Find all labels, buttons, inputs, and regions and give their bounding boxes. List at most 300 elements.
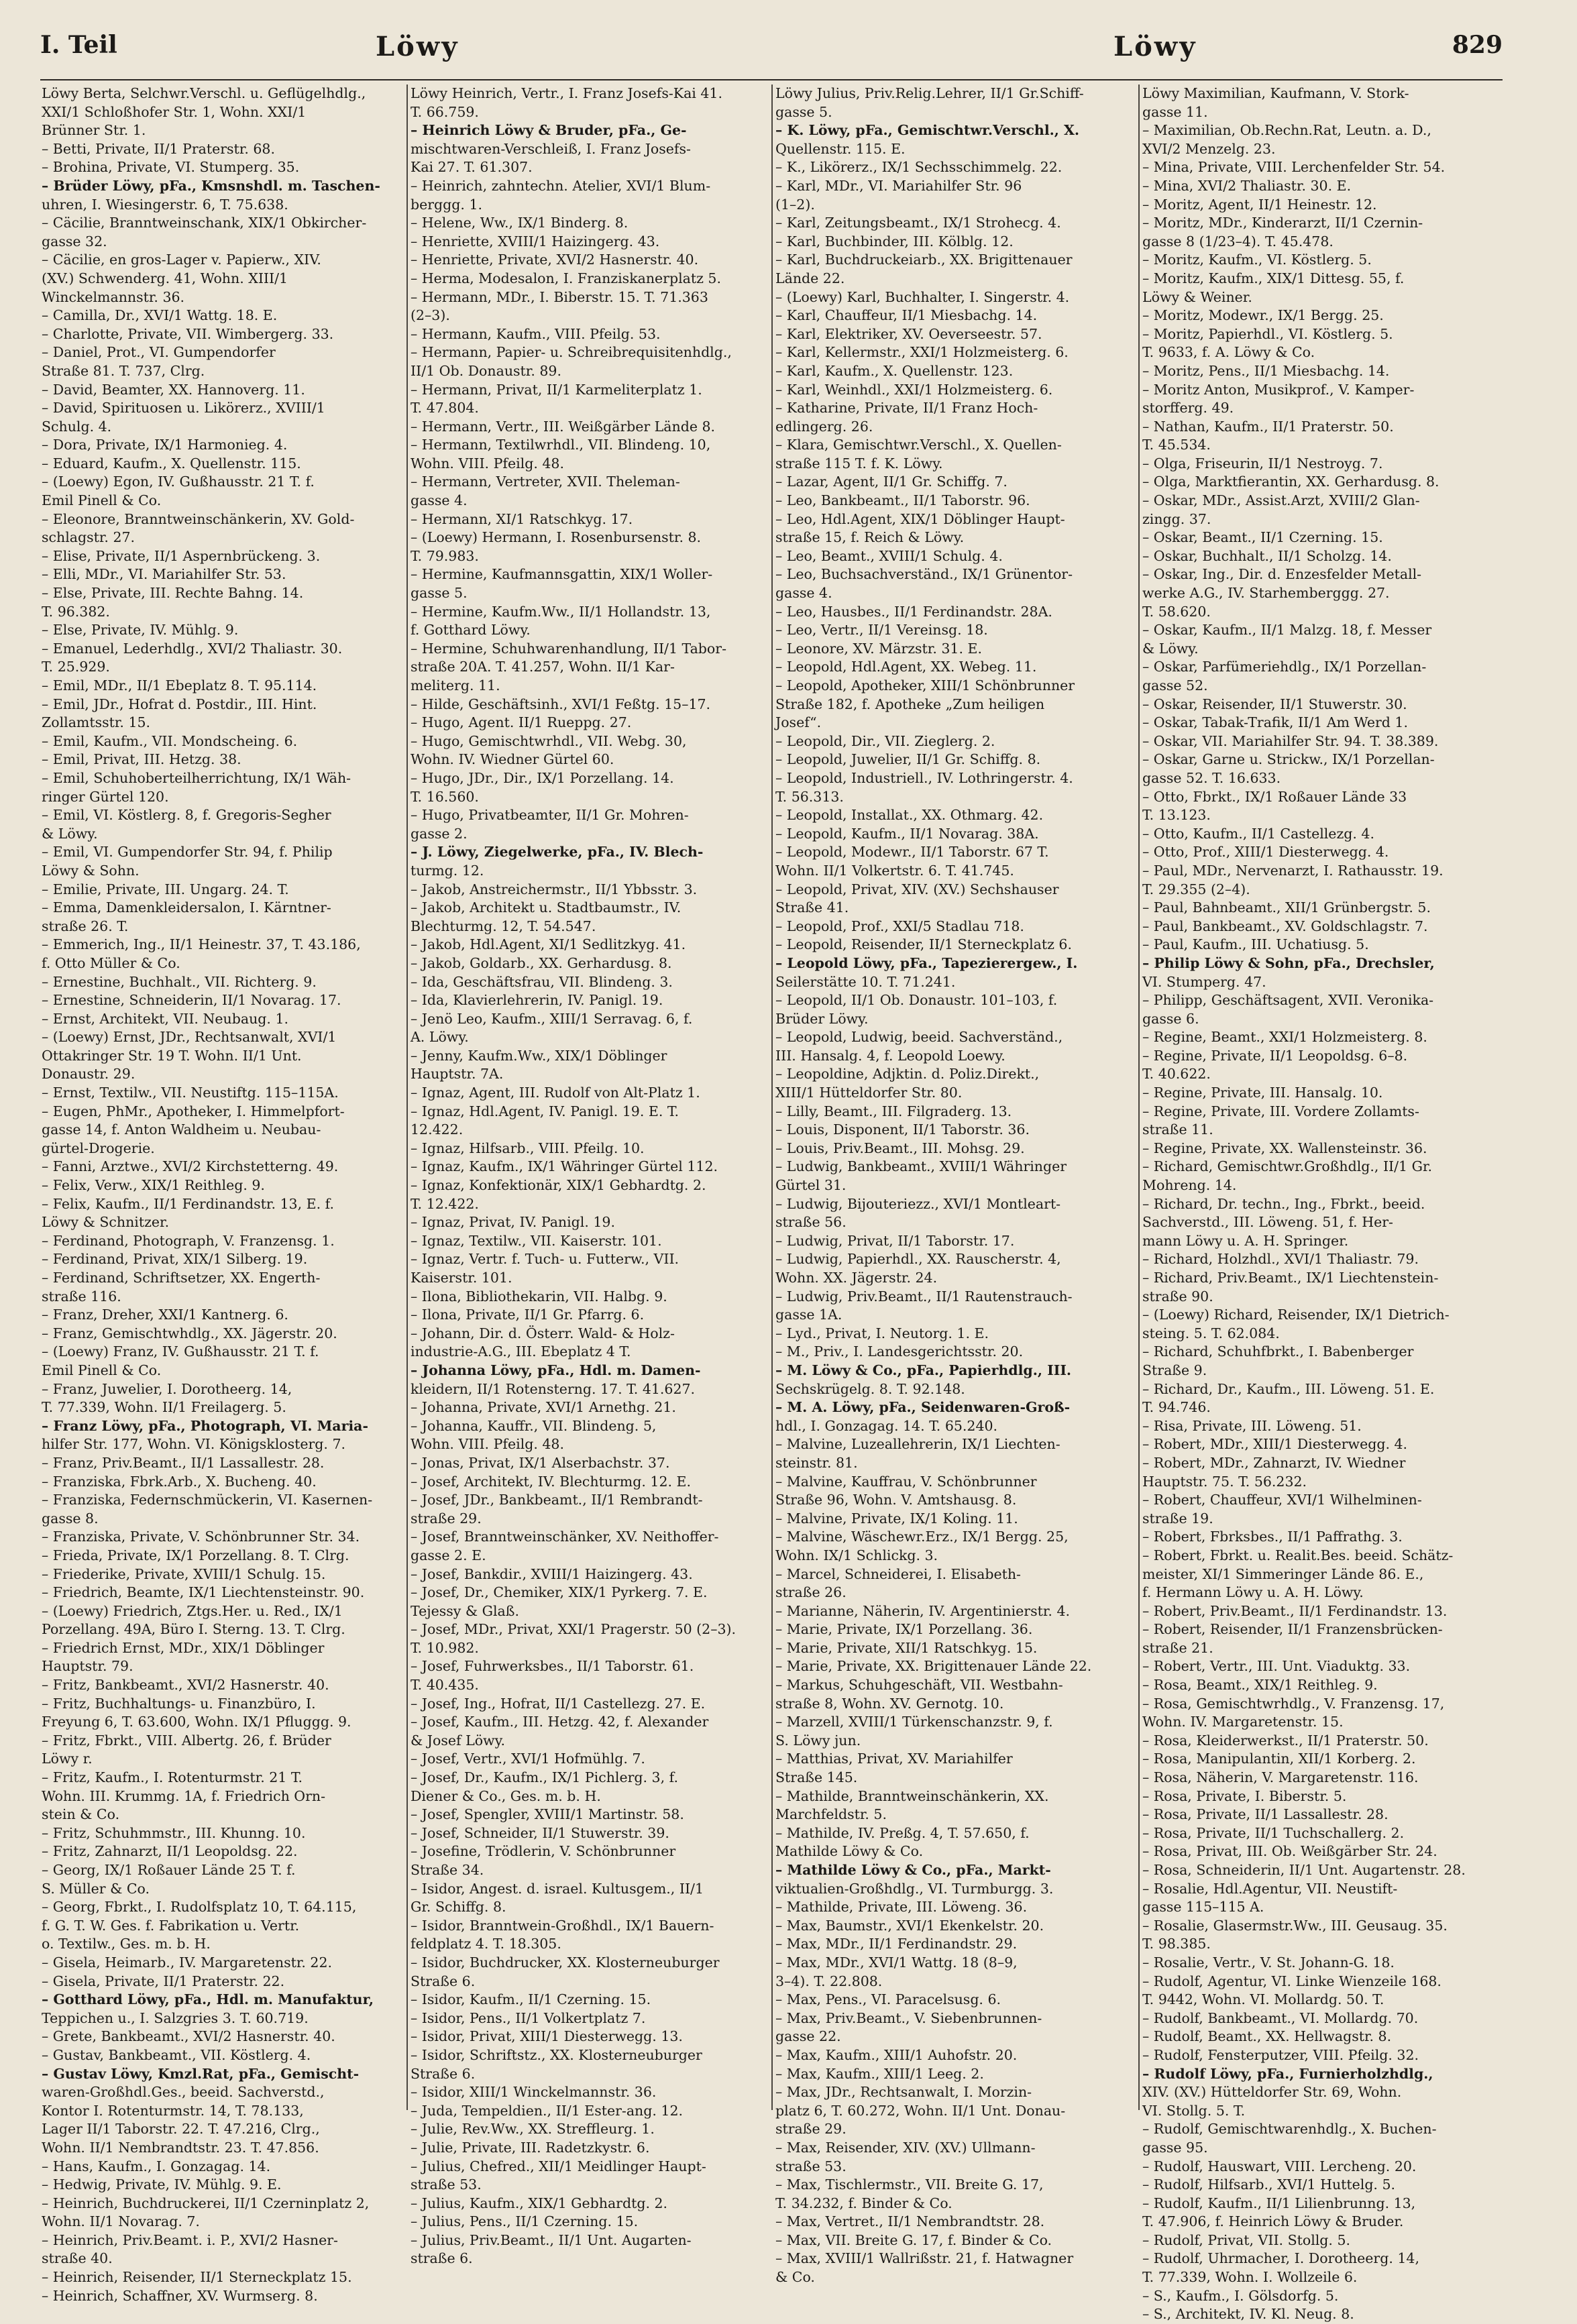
entry-line: – Rudolf, Agentur, VI. Linke Wienzeile 168. [1142, 1973, 1442, 1989]
entry-line: straße 19. [1142, 1510, 1213, 1527]
entry-line: – Else, Private, III. Rechte Bahng. 14. [42, 585, 304, 602]
entry-line: T. 58.620. [1142, 603, 1211, 620]
entry-line: – Rosa, Private, II/1 Lassallestr. 28. [1142, 1806, 1389, 1823]
entry-line: – Marie, Private, XII/1 Ratschkyg. 15. [775, 1639, 1038, 1656]
entry-line: Wohn. III. Krummg. 1A, f. Friedrich Orn- [42, 1787, 326, 1804]
entry-line: – Friedrich Ernst, MDr., XIX/1 Döblinger [42, 1639, 325, 1656]
entry-line: – Charlotte, Private, VII. Wimbergerg. 33. [42, 325, 334, 342]
entry-line: – (Loewy) Hermann, I. Rosenbursenstr. 8. [411, 529, 702, 546]
entry-line: Diener & Co., Ges. m. b. H. [411, 1787, 601, 1804]
entry-line: Marchfeldstr. 5. [775, 1806, 887, 1823]
entry-line: Wohn. IX/1 Schlickg. 3. [775, 1547, 938, 1563]
entry-line: – Hans, Kaufm., I. Gonzagag. 14. [42, 2158, 271, 2174]
entry-line: – Oskar, Garne u. Strickw., IX/1 Porzellan- [1142, 751, 1435, 768]
entry-line: – Fanni, Arztwe., XVI/2 Kirchstetterng. 49. [42, 1158, 339, 1175]
entry-line: – Jenö Leo, Kaufm., XIII/1 Serravag. 6, f. [411, 1010, 693, 1027]
entry-line: – Ida, Geschäftsfrau, VII. Blindeng. 3. [411, 973, 673, 990]
entry-line: straße 6. [411, 2250, 473, 2267]
entry-line: – Heinrich Löwy & Bruder, pFa., Ge- [411, 122, 687, 139]
column-divider [771, 85, 773, 2110]
entry-line: Zollamtsstr. 15. [42, 714, 151, 731]
entry-line: T. 40.435. [411, 1677, 479, 1694]
entry-line: meliterg. 11. [411, 677, 500, 694]
entry-line: industrie-A.G., III. Ebeplatz 4 T. [411, 1343, 631, 1360]
entry-line: – Isidor, XIII/1 Winckelmannstr. 36. [411, 2084, 657, 2101]
entry-line: hilfer Str. 177, Wohn. VI. Königsklosterg. 7. [42, 1436, 346, 1453]
entry-line: – Oskar, Kaufm., II/1 Malzg. 18, f. Messer [1142, 622, 1432, 639]
entry-line: Blechturmg. 12, T. 54.547. [411, 918, 596, 934]
entry-line: – Emilie, Private, III. Ungarg. 24. T. [42, 881, 289, 897]
entry-line: – Fritz, Kaufm., I. Rotenturmstr. 21 T. [42, 1769, 303, 1786]
entry-line: Straße 6. [411, 2065, 476, 2082]
entry-line: – Karl, MDr., VI. Mariahilfer Str. 96 [775, 177, 1022, 194]
entry-line: – Johanna, Kauffr., VII. Blindeng. 5, [411, 1417, 657, 1434]
entry-line: – Max, MDr., II/1 Ferdinandstr. 29. [775, 1936, 1018, 1952]
entry-line: – Rudolf, Beamt., XX. Hellwagstr. 8. [1142, 2028, 1392, 2045]
entry-line: T. 45.534. [1142, 437, 1211, 453]
entry-line: Löwy Heinrich, Vertr., I. Franz Josefs-Kai 41. [411, 85, 722, 101]
entry-line: – Josefine, Trödlerin, V. Schönbrunner [411, 1843, 676, 1860]
entry-line: – Gustav Löwy, Kmzl.Rat, pFa., Gemischt- [42, 2065, 360, 2082]
entry-line: – Leo, Beamt., XVIII/1 Schulg. 4. [775, 547, 1003, 564]
entry-line: mischtwaren-Verschleiß, I. Franz Josefs- [411, 140, 691, 157]
entry-line: – (Loewy) Richard, Reisender, IX/1 Dietrich- [1142, 1307, 1450, 1323]
entry-line: gasse 22. [775, 2028, 841, 2045]
entry-line: Wohn. II/1 Novarag. 7. [42, 2213, 200, 2230]
entry-line: werke A.G., IV. Starhemberggg. 27. [1142, 585, 1390, 602]
entry-line: – Oskar, Ing., Dir. d. Enzesfelder Metall- [1142, 566, 1422, 583]
entry-line: & Löwy. [1142, 640, 1199, 657]
entry-line: – Daniel, Prot., VI. Gumpendorfer [42, 344, 276, 361]
entry-line: – Ilona, Private, II/1 Gr. Pfarrg. 6. [411, 1307, 645, 1323]
entry-line: – Franz, Dreher, XXI/1 Kantnerg. 6. [42, 1307, 288, 1323]
entry-line: – Nathan, Kaufm., II/1 Praterstr. 50. [1142, 418, 1394, 435]
entry-line: – Rudolf, Privat, VII. Stollg. 5. [1142, 2231, 1351, 2248]
entry-line: – (Loewy) Egon, IV. Gußhausstr. 21 T. f. [42, 474, 315, 490]
entry-line: T. 9633, f. A. Löwy & Co. [1142, 344, 1315, 361]
entry-line: turmg. 12. [411, 862, 484, 879]
entry-line: – Eugen, PhMr., Apotheker, I. Himmelpfort- [42, 1103, 345, 1119]
entry-line: – Marie, Private, XX. Brigittenauer Lände 22. [775, 1658, 1092, 1675]
entry-line: – Franz, Priv.Beamt., II/1 Lassallestr. 28. [42, 1454, 325, 1471]
entry-line: straße 40. [42, 2250, 113, 2267]
entry-line: – Friedrich, Beamte, IX/1 Liechtensteinstr. 90. [42, 1584, 365, 1601]
entry-line: – Fritz, Schuhmmstr., III. Khunng. 10. [42, 1824, 306, 1841]
entry-line: Straße 145. [775, 1769, 858, 1786]
entry-line: – Emil, Schuhoberteilherrichtung, IX/1 Wäh- [42, 769, 351, 786]
entry-line: – Ignaz, Hilfsarb., VIII. Pfeilg. 10. [411, 1140, 645, 1156]
entry-line: T. 77.339, Wohn. I. Wollzeile 6. [1142, 2269, 1358, 2286]
entry-line: – Leopold Löwy, pFa., Tapezierergew., I. [775, 954, 1078, 971]
entry-line: – Hugo, Gemischtwrhdl., VII. Webg. 30, [411, 732, 687, 749]
entry-line: – Felix, Verw., XIX/1 Reithleg. 9. [42, 1177, 265, 1194]
entry-line: – Isidor, Pens., II/1 Volkertplatz 7. [411, 2009, 646, 2026]
entry-line: – Leopoldine, Adjktin. d. Poliz.Direkt., [775, 1066, 1040, 1083]
entry-line: – Julie, Rev.Ww., XX. Streffleurg. 1. [411, 2121, 655, 2138]
entry-line: – Leopold, Hdl.Agent, XX. Webeg. 11. [775, 659, 1037, 675]
entry-line: Mathilde Löwy & Co. [775, 1843, 924, 1860]
page-number: 829 [1452, 31, 1503, 59]
entry-line: – Felix, Kaufm., II/1 Ferdinandstr. 13, E. f. [42, 1195, 334, 1212]
entry-line: – Hermine, Kaufmannsgattin, XIX/1 Woller- [411, 566, 713, 583]
entry-line: straße 26. [775, 1584, 847, 1601]
entry-line: XVI/2 Menzelg. 23. [1142, 140, 1276, 157]
entry-line: – Franz, Gemischtwhdlg., XX. Jägerstr. 20. [42, 1325, 337, 1341]
entry-line: – Rosa, Private, II/1 Tuchschallerg. 2. [1142, 1824, 1405, 1841]
entry-line: – Isidor, Kaufm., II/1 Czerning. 15. [411, 1991, 651, 2008]
entry-line: – Heinrich, Reisender, II/1 Sterneckplatz 15. [42, 2269, 352, 2286]
entry-line: Emil Pinell & Co. [42, 492, 162, 509]
entry-line: T. 25.929. [42, 659, 110, 675]
entry-line: – Leo, Hdl.Agent, XIX/1 Döblinger Haupt- [775, 510, 1065, 527]
entry-line: – Richard, Schuhfbrkt., I. Babenberger [1142, 1343, 1414, 1360]
entry-line: – Rosa, Kleiderwerkst., II/1 Praterstr. 50. [1142, 1732, 1429, 1749]
entry-line: f. Hermann Löwy u. A. H. Löwy. [1142, 1584, 1364, 1601]
column-2 [411, 85, 767, 2267]
entry-line: Straße 9. [1142, 1362, 1207, 1378]
entry-line: Brüder Löwy. [775, 1010, 869, 1027]
entry-line: – Oskar, Buchhalt., II/1 Scholzg. 14. [1142, 547, 1392, 564]
entry-line: – Max, Kaufm., XIII/1 Auhofstr. 20. [775, 2046, 1018, 2063]
entry-line: – Max, Pens., VI. Paracelsusg. 6. [775, 1991, 1001, 2008]
entry-line: Kai 27. T. 61.307. [411, 159, 533, 176]
entry-line: – Ernestine, Schneiderin, II/1 Novarag. 17. [42, 992, 341, 1009]
entry-line: S. Müller & Co. [42, 1880, 150, 1897]
entry-line: stein & Co. [42, 1806, 120, 1823]
entry-line: gasse 4. [775, 585, 832, 602]
entry-line: – Fritz, Buchhaltungs- u. Finanzbüro, I. [42, 1695, 316, 1712]
entry-line: – Karl, Buchdruckeiarb., XX. Brigittenauer [775, 252, 1073, 268]
entry-line: f. Gotthard Löwy. [411, 622, 531, 639]
entry-line: – Richard, Dr., Kaufm., III. Löweng. 51. E. [1142, 1380, 1435, 1397]
entry-line: – Fritz, Bankbeamt., XVI/2 Hasnerstr. 40. [42, 1677, 329, 1694]
entry-line: – Julius, Chefred., XII/1 Meidlinger Haupt- [411, 2158, 706, 2174]
entry-line: Wohn. IV. Margaretenstr. 15. [1142, 1714, 1344, 1730]
entry-line: – Henriette, XVIII/1 Haizingerg. 43. [411, 233, 660, 250]
entry-line: – Elli, MDr., VI. Mariahilfer Str. 53. [42, 566, 286, 583]
entry-line: – Cäcilie, Branntweinschank, XIX/1 Obkircher- [42, 215, 367, 231]
entry-line: – Rosa, Schneiderin, II/1 Unt. Augartenstr. 28. [1142, 1862, 1466, 1878]
entry-line: VI. Stumperg. 47. [1142, 973, 1266, 990]
entry-line: – Lyd., Privat, I. Neutorg. 1. E. [775, 1325, 989, 1341]
entry-line: gasse 32. [42, 233, 107, 250]
entry-line: gasse 2. E. [411, 1547, 486, 1563]
entry-line: – Mina, XVI/2 Thaliastr. 30. E. [1142, 177, 1352, 194]
entry-line: – Leo, Hausbes., II/1 Ferdinandstr. 28A. [775, 603, 1052, 620]
entry-line: – Julie, Private, III. Radetzkystr. 6. [411, 2139, 650, 2156]
entry-line: – M., Priv., I. Landesgerichtsstr. 20. [775, 1343, 1024, 1360]
entry-line: – Rosa, Private, I. Biberstr. 5. [1142, 1787, 1347, 1804]
entry-line: – Max, Reisender, XIV. (XV.) Ullmann- [775, 2139, 1036, 2156]
entry-line: – (Loewy) Ernst, JDr., Rechtsanwalt, XVI/1 [42, 1029, 337, 1046]
entry-line: – Karl, Kaufm., X. Quellenstr. 123. [775, 362, 1014, 379]
entry-line: T. 96.382. [42, 603, 110, 620]
entry-line: – Mathilde, IV. Preßg. 4, T. 57.650, f. [775, 1824, 1030, 1841]
entry-line: – Rosalie, Vertr., V. St. Johann-G. 18. [1142, 1954, 1395, 1971]
entry-line: – Franziska, Federnschmückerin, VI. Kasernen- [42, 1492, 373, 1508]
entry-line: – Mathilde, Branntweinschänkerin, XX. [775, 1787, 1049, 1804]
entry-line: – Rosa, Gemischtwrhdlg., V. Franzensg. 17, [1142, 1695, 1445, 1712]
entry-line: – Josef, JDr., Bankbeamt., II/1 Rembrandt- [411, 1492, 703, 1508]
entry-line: – Lazar, Agent, II/1 Gr. Schiffg. 7. [775, 474, 1008, 490]
entry-line: – Oskar, Tabak-Trafik, II/1 Am Werd 1. [1142, 714, 1408, 731]
entry-line: Straße 6. [411, 1973, 476, 1989]
entry-line: – Georg, Fbrkt., I. Rudolfsplatz 10, T. 64.115, [42, 1899, 357, 1916]
entry-line: straße 115 T. f. K. Löwy. [775, 455, 943, 472]
entry-line: Emil Pinell & Co. [42, 1362, 162, 1378]
entry-line: Straße 81. T. 737, Clrg. [42, 362, 205, 379]
entry-line: – Ignaz, Vertr. f. Tuch- u. Futterw., VII. [411, 1251, 679, 1268]
entry-line: – Rosa, Beamt., XIX/1 Reithleg. 9. [1142, 1677, 1378, 1694]
entry-line: – Olga, Friseurin, II/1 Nestroyg. 7. [1142, 455, 1383, 472]
entry-line: – David, Spirituosen u. Likörerz., XVIII/1 [42, 400, 325, 417]
entry-line: – Richard, Holzhdl., XVI/1 Thaliastr. 79. [1142, 1251, 1419, 1268]
entry-line: 3–4). T. 22.808. [775, 1973, 883, 1989]
column-divider [1138, 85, 1140, 2110]
entry-line: T. 47.804. [411, 400, 479, 417]
entry-line: – Hermann, Kaufm., VIII. Pfeilg. 53. [411, 325, 661, 342]
entry-line: – (Loewy) Friedrich, Ztgs.Her. u. Red., IX/1 [42, 1602, 343, 1619]
entry-line: schlagstr. 27. [42, 529, 135, 546]
column-3 [775, 85, 1134, 2286]
entry-line: Kontor I. Rotenturmstr. 14, T. 78.133, [42, 2102, 304, 2119]
entry-line: T. 56.313. [775, 788, 844, 805]
entry-line: – Malvine, Wäschewr.Erz., IX/1 Bergg. 25, [775, 1529, 1069, 1545]
entry-line: – Ferdinand, Schriftsetzer, XX. Engerth- [42, 1270, 321, 1286]
entry-line: – Franziska, Fbrk.Arb., X. Bucheng. 40. [42, 1473, 317, 1490]
entry-line: Josef“. [775, 714, 822, 731]
entry-line: – Emil, VI. Köstlerg. 8, f. Gregoris-Segher [42, 807, 331, 824]
entry-line: – Lilly, Beamt., III. Filgraderg. 13. [775, 1103, 1012, 1119]
entry-line: gasse 2. [411, 825, 468, 842]
entry-line: straße 26. T. [42, 918, 129, 934]
entry-line: – Josef, Spengler, XVIII/1 Martinstr. 58. [411, 1806, 684, 1823]
entry-line: – Otto, Kaufm., II/1 Castellezg. 4. [1142, 825, 1374, 842]
entry-line: – Rosalie, Glasermstr.Ww., III. Geusaug. 35. [1142, 1917, 1448, 1934]
entry-line: gasse 5. [411, 585, 468, 602]
entry-line: gürtel-Drogerie. [42, 1140, 155, 1156]
entry-line: – Jakob, Architekt u. Stadtbaumstr., IV. [411, 899, 682, 916]
entry-line: – Max, Tischlermstr., VII. Breite G. 17, [775, 2176, 1044, 2193]
entry-line: gasse 5. [775, 103, 832, 120]
entry-line: gasse 95. [1142, 2139, 1208, 2156]
entry-line: – Jakob, Goldarb., XX. Gerhardusg. 8. [411, 954, 672, 971]
entry-line: – Robert, Priv.Beamt., II/1 Ferdinandstr. 13. [1142, 1602, 1448, 1619]
entry-line: – Gisela, Heimarb., IV. Margaretenstr. 22. [42, 1954, 333, 1971]
entry-line: mann Löwy u. A. H. Springer. [1142, 1232, 1349, 1249]
entry-line: (2–3). [411, 307, 450, 324]
entry-line: – Franz Löwy, pFa., Photograph, VI. Maria- [42, 1417, 368, 1434]
entry-line: Löwy r. [42, 1751, 93, 1767]
entry-line: – Paul, Bahnbeamt., XII/1 Grünbergstr. 5. [1142, 899, 1431, 916]
entry-line: – Robert, Vertr., III. Unt. Viaduktg. 33. [1142, 1658, 1411, 1675]
entry-line: – Hugo, Privatbeamter, II/1 Gr. Mohren- [411, 807, 689, 824]
entry-line: – Isidor, Buchdrucker, XX. Klosterneuburger [411, 1954, 720, 1971]
entry-line: – Josef, Branntweinschänker, XV. Neithoffer- [411, 1529, 719, 1545]
entry-line: – Philipp, Geschäftsagent, XVII. Veronika- [1142, 992, 1434, 1009]
entry-line: – Leonore, XV. Märzstr. 31. E. [775, 640, 982, 657]
entry-line: – Jenny, Kaufm.Ww., XIX/1 Döblinger [411, 1047, 667, 1064]
entry-line: – Rudolf, Gemischtwarenhdlg., X. Buchen- [1142, 2121, 1437, 2138]
entry-line: – Ilona, Bibliothekarin, VII. Halbg. 9. [411, 1288, 667, 1305]
entry-line: – Risa, Private, III. Löweng. 51. [1142, 1417, 1362, 1434]
entry-line: – Jakob, Hdl.Agent, XI/1 Sedlitzkyg. 41. [411, 936, 686, 953]
entry-line: – Leopold, Modewr., II/1 Taborstr. 67 T. [775, 844, 1049, 861]
entry-line: straße 53. [411, 2176, 482, 2193]
entry-line: Kaiserstr. 101. [411, 1270, 512, 1286]
entry-line: – Rudolf, Kaufm., II/1 Lilienbrunng. 13, [1142, 2195, 1416, 2211]
entry-line: – Otto, Prof., XIII/1 Diesterwegg. 4. [1142, 844, 1389, 861]
entry-line: – Franz, Juwelier, I. Dorotheerg. 14, [42, 1380, 292, 1397]
entry-line: – Josef, Dr., Kaufm., IX/1 Pichlerg. 3, f. [411, 1769, 678, 1786]
entry-line: – Karl, Buchbinder, III. Kölblg. 12. [775, 233, 1014, 250]
entry-line: – Betti, Private, II/1 Praterstr. 68. [42, 140, 275, 157]
entry-line: – Ernst, Textilw., VII. Neustiftg. 115–115A. [42, 1085, 339, 1101]
entry-line: Lände 22. [775, 270, 845, 286]
entry-line: – Ludwig, Privat, II/1 Taborstr. 17. [775, 1232, 1015, 1249]
entry-line: – Mathilde Löwy & Co., pFa., Markt- [775, 1862, 1051, 1878]
entry-line: – Paul, MDr., Nervenarzt, I. Rathausstr. 19. [1142, 862, 1444, 879]
entry-line: Gürtel 31. [775, 1177, 847, 1194]
entry-line: – Emma, Damenkleidersalon, I. Kärntner- [42, 899, 331, 916]
entry-line: straße 15, f. Reich & Löwy. [775, 529, 965, 546]
entry-line: – Cäcilie, en gros-Lager v. Papierw., XIV. [42, 252, 321, 268]
running-head-left: Löwy [376, 31, 459, 62]
entry-line: – Marcel, Schneiderei, I. Elisabeth- [775, 1565, 1021, 1582]
entry-line: – Hermann, Textilwrhdl., VII. Blindeng. 10, [411, 437, 711, 453]
entry-line: gasse 115–115 A. [1142, 1899, 1264, 1916]
entry-line: – K. Löwy, pFa., Gemischtwr.Verschl., X. [775, 122, 1080, 139]
entry-line: – Max, Kaufm., XIII/1 Leeg. 2. [775, 2065, 984, 2082]
entry-line: – Moritz Anton, Musikprof., V. Kamper- [1142, 381, 1415, 398]
entry-line: – Katharine, Private, II/1 Franz Hoch- [775, 400, 1038, 417]
entry-line: ringer Gürtel 120. [42, 788, 169, 805]
entry-line: straße 11. [1142, 1121, 1213, 1138]
entry-line: – Isidor, Privat, XIII/1 Diesterwegg. 13. [411, 2028, 683, 2045]
entry-line: f. G. T. W. Ges. f. Fabrikation u. Vertr. [42, 1917, 300, 1934]
entry-line: – Isidor, Schriftstz., XX. Klosterneuburger [411, 2046, 702, 2063]
entry-line: berggg. 1. [411, 196, 483, 213]
entry-line: – Josef, Fuhrwerksbes., II/1 Taborstr. 61. [411, 1658, 694, 1675]
entry-line: – Johann, Dir. d. Österr. Wald- & Holz- [411, 1325, 675, 1341]
entry-line: – Rudolf, Bankbeamt., VI. Mollardg. 70. [1142, 2009, 1419, 2026]
entry-line: – Rosa, Manipulantin, XII/1 Korberg. 2. [1142, 1751, 1416, 1767]
entry-line: – Isidor, Angest. d. israel. Kultusgem., II/1 [411, 1880, 704, 1897]
entry-line: – S., Kaufm., I. Gölsdorfg. 5. [1142, 2287, 1339, 2304]
entry-line: & Josef Löwy. [411, 1732, 505, 1749]
entry-line: Mohreng. 14. [1142, 1177, 1237, 1194]
entry-line: – Josef, Schneider, II/1 Stuwerstr. 39. [411, 1824, 669, 1841]
entry-line: – Robert, Fbrkt. u. Realit.Bes. beeid. Schätz- [1142, 1547, 1454, 1563]
entry-line: – Mina, Private, VIII. Lerchenfelder Str. 54. [1142, 159, 1446, 176]
entry-line: XIV. (XV.) Hütteldorfer Str. 69, Wohn. [1142, 2084, 1402, 2101]
entry-line: viktualien-Großhdlg., VI. Turmburgg. 3. [775, 1880, 1054, 1897]
entry-line: – Hermann, MDr., I. Biberstr. 15. T. 71.363 [411, 288, 708, 305]
entry-line: – Regine, Private, II/1 Leopoldsg. 6–8. [1142, 1047, 1408, 1064]
entry-line: – Julius, Kaufm., XIX/1 Gebhardtg. 2. [411, 2195, 668, 2211]
entry-line: – Marianne, Näherin, IV. Argentinierstr. 4. [775, 1602, 1071, 1619]
entry-line: – Friederike, Private, XVIII/1 Schulg. 15. [42, 1565, 326, 1582]
entry-line: VI. Stollg. 5. T. [1142, 2102, 1246, 2119]
entry-line: straße 116. [42, 1288, 121, 1305]
entry-line: – Isidor, Branntwein-Großhdl., IX/1 Bauern- [411, 1917, 714, 1934]
entry-line: 12.422. [411, 1121, 464, 1138]
entry-line: straße 20A. T. 41.257, Wohn. II/1 Kar- [411, 659, 675, 675]
entry-line: – Gustav, Bankbeamt., VII. Köstlerg. 4. [42, 2046, 311, 2063]
entry-line: – Ernestine, Buchhalt., VII. Richterg. 9. [42, 973, 317, 990]
entry-line: Ottakringer Str. 19 T. Wohn. II/1 Unt. [42, 1047, 302, 1064]
entry-line: – Ida, Klavierlehrerin, IV. Panigl. 19. [411, 992, 663, 1009]
entry-line: Hauptstr. 7A. [411, 1066, 504, 1083]
entry-line: T. 40.622. [1142, 1066, 1211, 1083]
entry-line: – Rudolf, Uhrmacher, I. Dorotheerg. 14, [1142, 2250, 1419, 2267]
entry-line: – Regine, Private, XX. Wallensteinstr. 36. [1142, 1140, 1427, 1156]
entry-line: – Dora, Private, IX/1 Harmonieg. 4. [42, 437, 288, 453]
entry-line: – (Loewy) Karl, Buchhalter, I. Singerstr. 4. [775, 288, 1070, 305]
entry-line: – Josef, Kaufm., III. Hetzg. 42, f. Alexander [411, 1714, 709, 1730]
entry-line: Seilerstätte 10. T. 71.241. [775, 973, 956, 990]
entry-line: – Ferdinand, Photograph, V. Franzensg. 1. [42, 1232, 335, 1249]
entry-line: – (Loewy) Franz, IV. Gußhausstr. 21 T. f. [42, 1343, 319, 1360]
entry-line: – Olga, Marktfierantin, XX. Gerhardusg. 8. [1142, 474, 1439, 490]
entry-line: – Else, Private, IV. Mühlg. 9. [42, 622, 239, 639]
entry-line: T. 98.385. [1142, 1936, 1211, 1952]
entry-line: Hauptstr. 79. [42, 1658, 133, 1675]
entry-line: (XV.) Schwenderg. 41, Wohn. XIII/1 [42, 270, 288, 286]
entry-line: – Richard, Dr. techn., Ing., Fbrkt., beeid. [1142, 1195, 1425, 1212]
entry-line: – Emil, Kaufm., VII. Mondscheing. 6. [42, 732, 298, 749]
entry-line: – Regine, Beamt., XXI/1 Holzmeisterg. 8. [1142, 1029, 1427, 1046]
entry-line: – Malvine, Kauffrau, V. Schönbrunner [775, 1473, 1037, 1490]
entry-line: XIII/1 Hütteldorfer Str. 80. [775, 1085, 963, 1101]
entry-line: Wohn. XX. Jägerstr. 24. [775, 1270, 938, 1286]
entry-line: – Robert, Chauffeur, XVI/1 Wilhelminen- [1142, 1492, 1422, 1508]
entry-line: Löwy Berta, Selchwr.Verschl. u. Geflügelhdlg., [42, 85, 366, 101]
entry-line: – Josef, Ing., Hofrat, II/1 Castellezg. 27. E. [411, 1695, 706, 1712]
entry-line: – Ernst, Architekt, VII. Neubaug. 1. [42, 1010, 288, 1027]
entry-line: – Henriette, Private, XVI/2 Hasnerstr. 40. [411, 252, 699, 268]
entry-line: – Herma, Modesalon, I. Franziskanerplatz 5. [411, 270, 721, 286]
entry-line: – Max, Vertret., II/1 Nembrandtstr. 28. [775, 2213, 1045, 2230]
entry-line: – Hermann, Vertr., III. Weißgärber Lände 8. [411, 418, 716, 435]
entry-line: – Emil, Privat, III. Hetzg. 38. [42, 751, 241, 768]
entry-line: – Grete, Bankbeamt., XVI/2 Hasnerstr. 40. [42, 2028, 335, 2045]
entry-line: Freyung 6, T. 63.600, Wohn. IX/1 Pfluggg. 9. [42, 1714, 351, 1730]
entry-line: – Max, XVIII/1 Wallrißstr. 21, f. Hatwagner [775, 2250, 1074, 2267]
entry-line: – Ludwig, Bijouteriezz., XVI/1 Montleart- [775, 1195, 1061, 1212]
entry-line: – Paul, Bankbeamt., XV. Goldschlagstr. 7. [1142, 918, 1428, 934]
entry-line: steing. 5. T. 62.084. [1142, 1325, 1280, 1341]
entry-line: – Karl, Zeitungsbeamt., IX/1 Strohecg. 4. [775, 215, 1061, 231]
entry-line: edlingerg. 26. [775, 418, 873, 435]
entry-line: – Robert, MDr., Zahnarzt, IV. Wiedner [1142, 1454, 1406, 1471]
entry-line: – Josef, MDr., Privat, XXI/1 Pragerstr. 50 (2–3). [411, 1621, 737, 1638]
entry-line: – Leopold, Apotheker, XIII/1 Schönbrunner [775, 677, 1075, 694]
entry-line: straße 29. [775, 2121, 847, 2138]
entry-line: T. 16.560. [411, 788, 479, 805]
entry-line: meister, XI/1 Simmeringer Lände 86. E., [1142, 1565, 1424, 1582]
entry-line: – Regine, Private, III. Vordere Zollamts- [1142, 1103, 1419, 1119]
entry-line: – J. Löwy, Ziegelwerke, pFa., IV. Blech- [411, 844, 704, 861]
entry-line: – Oskar, MDr., Assist.Arzt, XVIII/2 Glan- [1142, 492, 1420, 509]
entry-line: – Gisela, Private, II/1 Praterstr. 22. [42, 1973, 285, 1989]
entry-line: T. 47.906, f. Heinrich Löwy & Bruder. [1142, 2213, 1404, 2230]
entry-line: – Ferdinand, Privat, XIX/1 Silberg. 19. [42, 1251, 308, 1268]
entry-line: – Johanna, Private, XVI/1 Arnethg. 21. [411, 1399, 676, 1416]
entry-line: – Hilde, Geschäftsinh., XVI/1 Feßtg. 15–17. [411, 696, 711, 712]
entry-line: T. 10.982. [411, 1639, 479, 1656]
entry-line: – Juda, Tempeldien., II/1 Ester-ang. 12. [411, 2102, 684, 2119]
